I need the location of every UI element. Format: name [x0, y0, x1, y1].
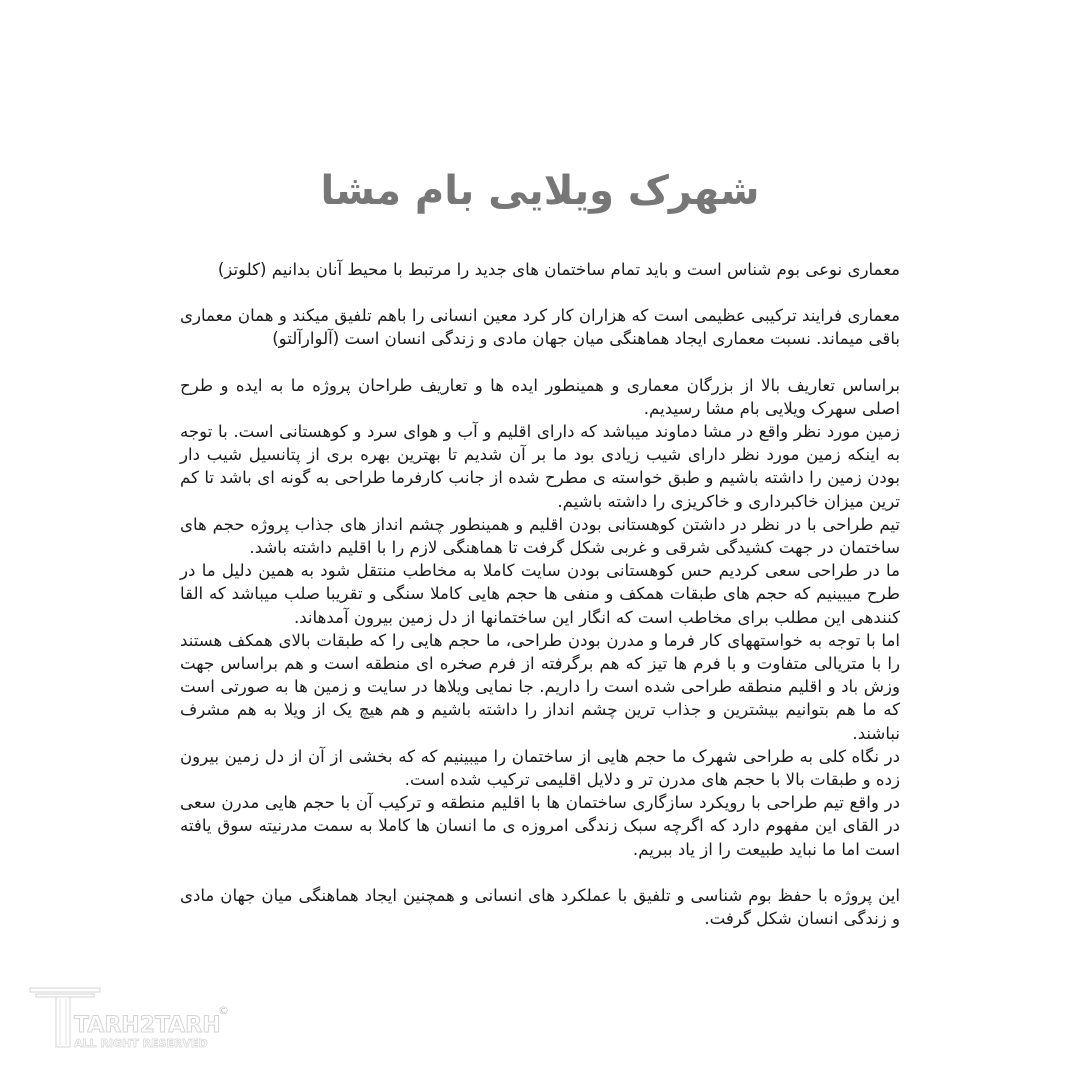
paragraph-klotz-quote: معماری نوعی بوم شناس است و باید تمام ساختمان های جدید را مرتبط با محیط آنان بدانیم (کلوتز): [217, 260, 900, 279]
watermark-tagline: ALL RIGHT RESERVED: [74, 1037, 208, 1050]
paragraph-approach: در واقع تیم طراحی با رویکرد سازگاری ساختمان ها با اقلیم منطقه و ترکیب آن با حجم هایی مدرن سعی در القای این مفهوم دارد که اگرچه سبک زندگی امروزه ی ما انسان ها کاملا به سمت مدرنیته سوق یافته است اما ما نباید طبیعت را از یاد ببریم.: [180, 793, 900, 859]
page-title: شهرک ویلایی بام مشا: [320, 168, 760, 214]
article-body: [180, 258, 900, 930]
paragraph-aalto-quote: معماری فرایند ترکیبی عظیمی است که هزاران کار کرد معین انسانی را باهم تلفیق میکند و همان معماری باقی میماند. نسبت معماری ایجاد هماهنگی میان جهان مادی و زندگی انسان است (آلوارآلتو): [180, 306, 900, 349]
watermark-brand: TARH2TARH: [74, 1013, 221, 1038]
paragraph-conclusion: این پروژه با حفظ بوم شناسی و تلفیق با عملکرد های انسانی و همچنین ایجاد هماهنگی میان جهان مادی و زندگی انسان شکل گرفت.: [180, 885, 900, 929]
paragraph-overview: در نگاه کلی به طراحی شهرک ما حجم هایی از ساختمان را میبینیم که که بخشی از آن از دل زمین بیرون زده و طبقات بالا با حجم های مدرن تر و دلایل اقلیمی ترکیب شده است.: [180, 746, 900, 790]
watermark-logo: [28, 985, 238, 1055]
paragraph-design-idea: براساس تعاریف بالا از بزرگان معماری و همینطور ایده ها و تعاریف طراحان پروژه ما به ایده و طرح اصلی سهرک ویلایی بام مشا رسیدیم.: [180, 375, 900, 418]
paragraph-site-location: زمین مورد نظر واقع در مشا دماوند میباشد که دارای اقلیم و آب و هوای سرد و کوهستانی است. با توجه به اینکه زمین مورد نظر دارای شیب زیادی بود ما بر آن شدیم تا بهترین بهره بری از پتانسیل شیب دار بودن زمین را داشته باشیم و طبق خواسته ی مطرح شده از جانب کارفرما طراحی به گونه ای باشد تا کم ترین میزان خاکبرداری و خاکریزی را داشته باشیم.: [180, 422, 900, 511]
copyright-symbol: ©: [218, 1004, 229, 1017]
paragraph-upper-volumes: اما با توجه به خواستههای کار فرما و مدرن بودن طراحی، ما حجم هایی را که طبقات بالای همکف هستند را با متریالی متفاوت و با فرم ها تیز که هم برگرفته از فرم صخره ای منطقه است و هم براساس جهت وزش باد و اقلیم منطقه طراحی شده است را داریم. جا نمایی ویلاها در سایت و زمین ها به صورتی است که ما هم بتوانیم بیشترین و جذاب ترین چشم انداز را داشته باشیم و هم هیچ یک از ویلا به هم مشرف نباشند.: [180, 630, 900, 743]
paragraph-orientation: تیم طراحی با در نظر در داشتن کوهستانی بودن اقلیم و همینطور چشم انداز های جذاب پروژه حجم های ساختمان در جهت کشیدگی شرقی و غربی شکل گرفت تا هماهنگی لازم را با اقلیم داشته باشد.: [180, 514, 900, 558]
paragraph-stone-volumes: ما در طراحی سعی کردیم حس کوهستانی بودن سایت کاملا به مخاطب منتقل شود به همین دلیل ما در طرح میبینیم که حجم های طبقات همکف و منفی ها حجم هایی کاملا سنگی و تقریبا صلب میباشد که القا کنندهی این مطلب برای مخاطب است که انگار این ساختمانها از دل زمین بیرون آمدهاند.: [180, 561, 900, 627]
